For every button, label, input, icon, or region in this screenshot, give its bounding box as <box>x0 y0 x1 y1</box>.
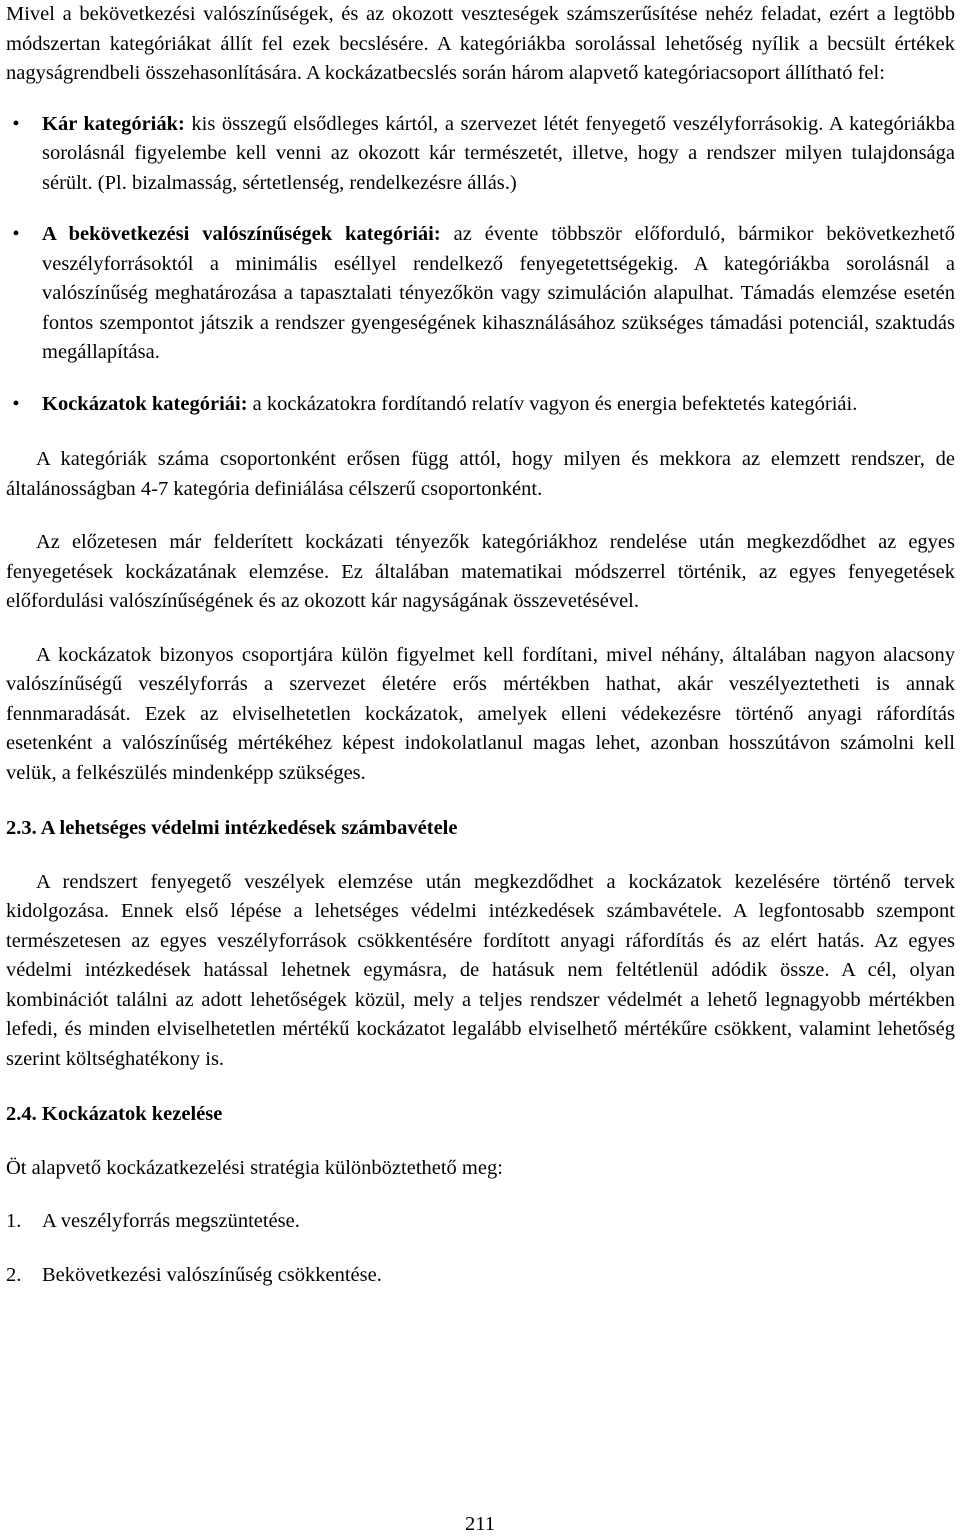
page-number: 211 <box>465 1513 495 1535</box>
section-2-3-paragraph: A rendszert fenyegető veszélyek elemzése után megkezdődhet a kockázatok kezelésére történő tervek kidolgozása. Ennek első lépése a lehetséges védelmi intézkedések számbavétele. A legfontosabb szempont természetesen az egyes veszélyforrások csökkentésére fordított anyagi ráfordítás és az elért hatás. Az egyes védelmi intézkedések hatással lehetnek egymásra, de hatásuk nem feltétlenül adódik össze. A cél, olyan kombinációt találni az adott lehetőségek közül, mely a teljes rendszer védelmét a lehető legnagyobb mértékben lefedi, és minden elviselhetetlen mértékű kockázatot legalább elviselhető mértékűre csökkent, valamint lehetőség szerint költséghatékony is. <box>6 870 955 1070</box>
intro-paragraph: Mivel a bekövetkezési valószínűségek, és az okozott veszteségek számszerűsítése nehéz feladat, ezért a legtöbb módszertan kategóriákat állít fel ezek becslésére. A kategóriákba sorolással lehetőség nyílik a becsült értékek nagyságrendbeli összehasonlítására. A kockázatbecslés során három alapvető kategóriacsoport állítható fel: <box>6 3 955 84</box>
section-2-4-intro: Öt alapvető kockázatkezelési stratégia különböztethető meg: <box>6 1156 503 1179</box>
strategy-number: 1. <box>6 1210 22 1232</box>
bullet-title: Kár kategóriák: <box>42 112 185 135</box>
paragraph-risk-analysis: Az előzetesen már felderített kockázati tényezők kategóriákhoz rendelése után megkezdődhet az egyes fenyegetések kockázatának elemzése. Ez általában matematikai módszerrel történik, az egyes fenyegetések előfordulási valószínűségének és az okozott kár nagyságának összevetésével. <box>6 531 955 612</box>
strategy-list <box>6 1207 955 1290</box>
bullet-icon: • <box>12 392 20 415</box>
bullet-text: a kockázatokra fordítandó relatív vagyon és energia befektetés kategóriái. <box>247 392 858 415</box>
bullet-text: kis összegű elsődleges kártól, a szervezet létét fenyegető veszélyforrásokig. A kategóriákba sorolásnál figyelembe kell venni az okozott kár természetét, illetve, hogy a rendszer milyen tulajdonsága sérült. (Pl. bizalmasság, sértetlenség, rendelkezésre állás.) <box>42 112 955 194</box>
bullet-item-probability-categories <box>6 220 955 368</box>
category-bullet-list <box>6 110 955 420</box>
paragraph-category-count: A kategóriák száma csoportonként erősen függ attól, hogy milyen és mekkora az elemzett rendszer, de általánosságban 4-7 kategória definiálása célszerű csoportonként. <box>6 448 955 500</box>
bullet-icon: • <box>12 223 20 245</box>
bullet-icon: • <box>12 112 20 135</box>
strategy-text: Bekövetkezési valószínűség csökkentése. <box>42 1263 382 1286</box>
section-heading-2-4: 2.4. Kockázatok kezelése <box>6 1103 223 1125</box>
document-page <box>6 0 955 1537</box>
bullet-title: A bekövetkezési valószínűségek kategóriái: <box>42 223 441 245</box>
strategy-text: A veszélyforrás megszüntetése. <box>42 1210 300 1232</box>
bullet-item-damage-categories <box>6 110 955 199</box>
section-heading-2-3: 2.3. A lehetséges védelmi intézkedések számbavétele <box>6 817 458 839</box>
strategy-item <box>6 1261 955 1291</box>
bullet-text: az évente többször előforduló, bármikor bekövetkezhető veszélyforrásoktól a minimális eséllyel rendelkező fenyegetettségekig. A kategóriákba sorolásnál a valószínűség meghatározása a tapasztalati tényezőkön vagy szimuláción alapulhat. Támadás elemzése esetén fontos szempontot játszik a rendszer gyengeségének kihasználásához szükséges támadási potenciál, szaktudás megállapítása. <box>42 223 955 363</box>
paragraph-intolerable-risks: A kockázatok bizonyos csoportjára külön figyelmet kell fordítani, mivel néhány, általában nagyon alacsony valószínűségű veszélyforrás a szervezet életére erős mértékben hathat, akár veszélyeztetheti is annak fennmaradását. Ezek az elviselhetetlen kockázatok, amelyek elleni védekezésre történő anyagi ráfordítás esetenként a valószínűség mértékéhez képest indokolatlanul magas lehet, azonban hosszútávon számolni kell velük, a felkészülés mindenképp szükséges. <box>6 643 955 784</box>
strategy-number: 2. <box>6 1263 22 1286</box>
bullet-title: Kockázatok kategóriái: <box>42 392 248 415</box>
strategy-item <box>6 1207 955 1237</box>
bullet-item-risk-categories <box>6 390 955 420</box>
